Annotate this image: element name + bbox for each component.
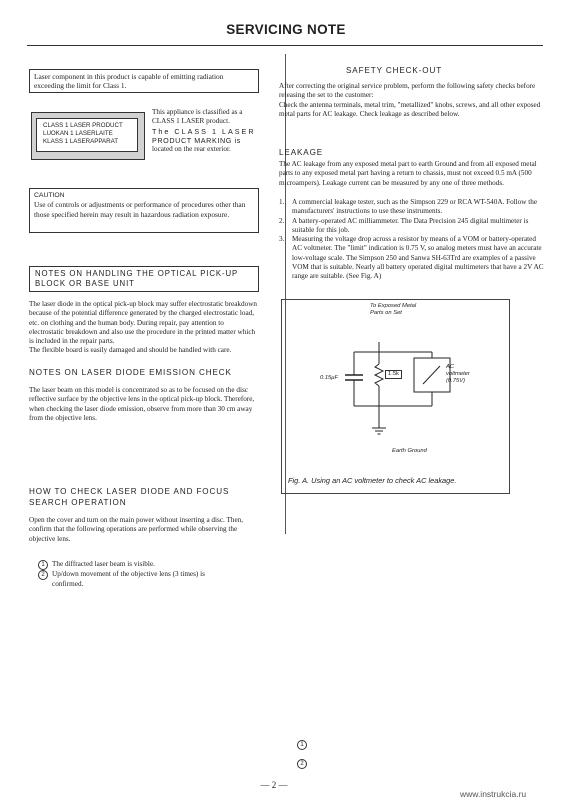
bottom-marks bbox=[297, 733, 307, 770]
caution-title: CAUTION bbox=[34, 192, 65, 199]
meter-label bbox=[446, 364, 506, 385]
safety-heading: SAFETY CHECK-OUT bbox=[346, 66, 443, 75]
list-item bbox=[38, 570, 238, 589]
watermark: www.instrukcia.ru bbox=[460, 789, 527, 799]
emission-text: The laser beam on this model is concentrated so as to be focused on the disc reflective surface by the objective lens in the optical pick-up block. Therefore, when checking the laser diode emission, observe from more than 30 cm away from the objective lens. bbox=[29, 386, 255, 422]
top-label bbox=[370, 303, 460, 317]
top-label-line: To Exposed Metal bbox=[370, 303, 417, 309]
laser-product-label bbox=[36, 118, 138, 152]
item-number: 1 bbox=[38, 560, 48, 570]
pickup-text-2: The flexible board is easily damaged and should be handled with care. bbox=[29, 346, 232, 355]
list-item bbox=[279, 217, 544, 236]
title-rule bbox=[27, 45, 543, 46]
item-text: A battery-operated AC milliammeter. The Data Precision 245 digital multimeter is suitable for this job. bbox=[292, 216, 529, 234]
page-number: — 2 — bbox=[260, 780, 288, 790]
pickup-heading-box bbox=[29, 266, 259, 292]
laser-label-frame bbox=[31, 112, 145, 160]
item-text: A commercial leakage tester, such as the Simpson 229 or RCA WT-540A. Follow the manufacturers' instructions to use these instruments. bbox=[292, 198, 538, 216]
howto-list bbox=[38, 560, 238, 589]
list-item bbox=[38, 560, 238, 569]
figure-caption: Fig. A. Using an AC voltmeter to check AC leakage. bbox=[288, 476, 457, 485]
item-text: Up/down movement of the objective lens (3 times) is confirmed. bbox=[52, 570, 205, 588]
class-text-line: This appliance is classified as a CLASS 1 LASER product. bbox=[152, 108, 243, 126]
top-label-line: Parts on Set bbox=[370, 310, 402, 316]
item-text: Measuring the voltage drop across a resistor by means of a VOM or battery-operated AC voltmeter. The "limit" indication is 0.75 V, so analog meters must have an accurate low-voltage scale. The Simpson 250 and Sanwa SH-63Trd are examples of a passive VOM that is suitable. Nearly all battery operated digital multimeters that have a 2V AC range are suitable. (See Fig. A) bbox=[292, 235, 544, 281]
laser-label-line: LUOKAN 1 LASERLAITE bbox=[43, 130, 113, 138]
mark-2: 2 bbox=[297, 759, 307, 769]
item-number: 3. bbox=[279, 235, 285, 244]
laser-notice-text: Laser component in this product is capable of emitting radiation exceeding the limit for Class 1. bbox=[34, 72, 224, 91]
leakage-text: The AC leakage from any exposed metal part to earth Ground and from all exposed metal parts to any exposed metal part having a return to chassis, must not exceed 0.5 mA (500 microampers). Leakage current can be measured by any one of three methods. bbox=[279, 160, 537, 187]
caution-box bbox=[29, 188, 259, 233]
safety-text-2: Check the antenna terminals, metal trim, "metallized" knobs, screws, and all other exposed metal parts for AC leakage. Check leakage as described below. bbox=[279, 100, 541, 118]
resistor-label: 1.5k bbox=[385, 370, 402, 379]
list-item bbox=[279, 235, 544, 281]
safety-section bbox=[279, 82, 544, 119]
class-text-line: located on the rear exterior. bbox=[152, 145, 231, 154]
figure-a bbox=[281, 299, 510, 494]
pickup-text: The laser diode in the optical pick-up block may suffer electrostatic breakdown because of the potential difference generated by the charged electrostatic load, etc. on clothing and the human body. During repair, pay attention to electrostatic breakdown and also use the procedure in the printed matter which is included in the repair parts. bbox=[29, 300, 257, 346]
leakage-heading: LEAKAGE bbox=[279, 148, 324, 157]
laser-notice-box bbox=[29, 69, 259, 93]
item-text: The diffracted laser beam is visible. bbox=[52, 560, 155, 568]
pickup-heading: NOTES ON HANDLING THE OPTICAL PICK-UP BLOCK OR BASE UNIT bbox=[35, 269, 238, 288]
meter-label-line: AC bbox=[446, 364, 455, 370]
caution-text: Use of controls or adjustments or performance of procedures other than those specified herein may result in hazardous radiation exposure. bbox=[34, 200, 246, 219]
class-description bbox=[152, 108, 262, 154]
capacitor-label: 0.15μF bbox=[320, 375, 338, 381]
laser-label-line: CLASS 1 LASER PRODUCT bbox=[43, 122, 123, 129]
item-number: 1. bbox=[279, 198, 285, 206]
mark-1: 1 bbox=[297, 740, 307, 750]
howto-text: Open the cover and turn on the main power without inserting a disc. Then, confirm that the following operations are performed while observing the objective lens. bbox=[29, 516, 244, 543]
safety-text: After correcting the original service problem, perform the following safety checks before releasing the set to the customer: bbox=[279, 82, 536, 100]
emission-heading: NOTES ON LASER DIODE EMISSION CHECK bbox=[29, 368, 232, 377]
leakage-circuit-diagram bbox=[282, 300, 509, 493]
page-title: SERVICING NOTE bbox=[226, 22, 346, 37]
meter-label-line: (0.75V) bbox=[446, 378, 466, 384]
list-item bbox=[279, 198, 544, 217]
laser-label-line: KLASS 1 LASERAPPARAT bbox=[43, 138, 119, 146]
howto-heading: HOW TO CHECK LASER DIODE AND FOCUS SEARCH OPERATION bbox=[29, 487, 230, 507]
methods-list bbox=[279, 198, 544, 282]
class-text-line: The CLASS 1 LASER bbox=[152, 126, 256, 136]
class-text-line: PRODUCT MARKING is bbox=[152, 135, 241, 145]
pickup-section bbox=[29, 300, 259, 356]
item-number: 2. bbox=[279, 216, 285, 225]
meter-label-line: voltmeter bbox=[446, 371, 470, 377]
item-number: 2 bbox=[38, 570, 48, 580]
ground-label: Earth Ground bbox=[392, 448, 427, 454]
